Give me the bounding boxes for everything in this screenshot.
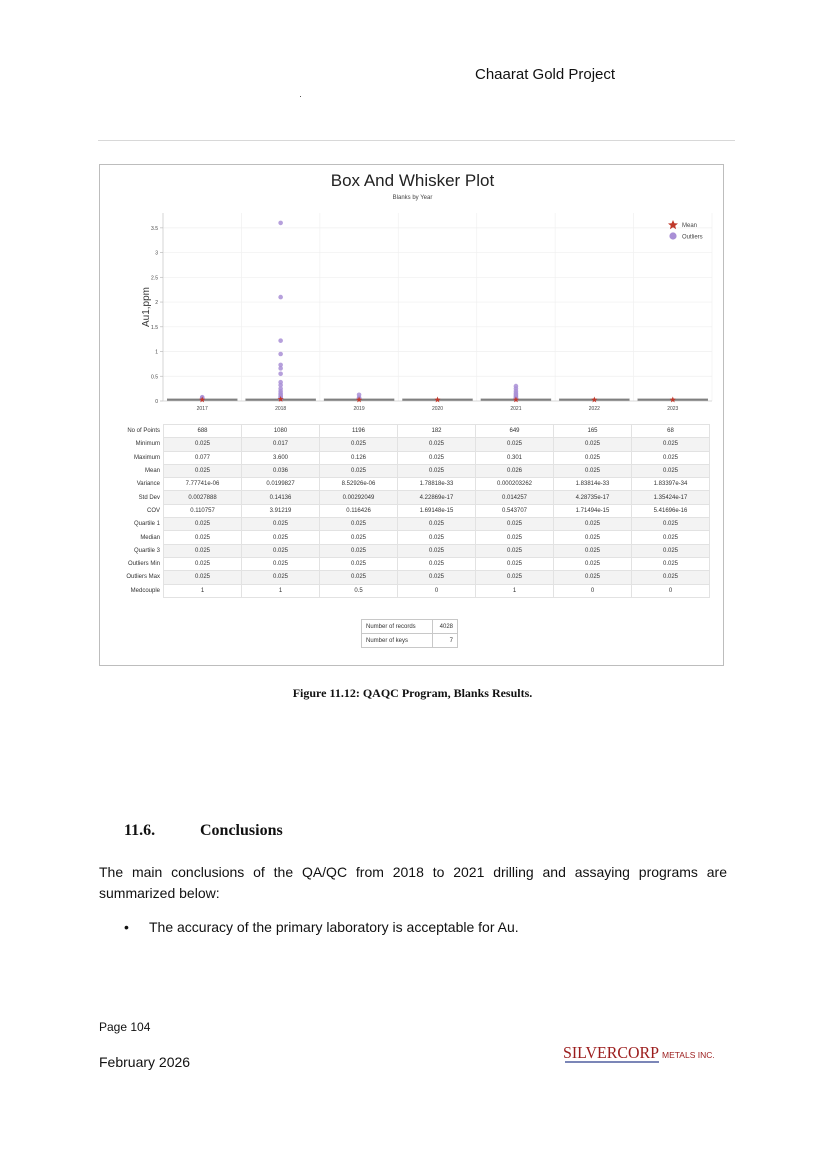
header-rule: [98, 140, 735, 141]
table-cell: 0.025: [320, 531, 398, 544]
table-cell: 7.77741e-06: [164, 478, 242, 491]
table-cell: 0.025: [476, 544, 554, 557]
outlier-point: [278, 371, 283, 376]
table-cell: 1.71494e-15: [554, 504, 632, 517]
row-label: Outliers Max: [126, 574, 160, 581]
row-label: Minimum: [135, 441, 160, 448]
records-value: 4028: [433, 620, 458, 634]
row-label: Variance: [136, 481, 160, 488]
table-cell: 0.025: [320, 518, 398, 531]
table-cell: 0.14136: [242, 491, 320, 504]
table-cell: 1.35424e-17: [632, 491, 710, 504]
table-cell: 0.025: [632, 451, 710, 464]
table-cell: 0.025: [242, 531, 320, 544]
table-cell: 0.025: [554, 438, 632, 451]
table-cell: 688: [164, 425, 242, 438]
table-row: [102, 425, 710, 438]
table-cell: 0: [632, 584, 710, 597]
table-cell: 0.025: [398, 518, 476, 531]
row-label: Quartile 1: [133, 521, 160, 528]
y-tick-label: 1: [155, 349, 158, 356]
table-cell: 1.83397e-34: [632, 478, 710, 491]
row-label: COV: [146, 507, 160, 514]
table-cell: 5.41696e-16: [632, 504, 710, 517]
x-tick-label: 2023: [667, 406, 679, 412]
table-cell: 0.025: [476, 518, 554, 531]
table-cell: 0.025: [242, 544, 320, 557]
table-cell: 649: [476, 425, 554, 438]
stats-table: [102, 424, 710, 598]
table-cell: 1: [242, 584, 320, 597]
chart-legend: [668, 220, 703, 241]
table-cell: 0.025: [164, 531, 242, 544]
keys-value: 7: [433, 634, 458, 648]
y-tick-label: 0: [155, 399, 158, 405]
row-label: Quartile 3: [133, 547, 160, 554]
section-number: 11.6.: [124, 822, 156, 839]
y-tick-label: 3.5: [151, 225, 158, 232]
table-cell: 0.025: [164, 518, 242, 531]
table-cell: 0.025: [476, 438, 554, 451]
table-cell: 0.025: [164, 438, 242, 451]
x-tick-label: 2021: [510, 406, 522, 412]
table-cell: 0.017: [242, 438, 320, 451]
table-cell: 1.78818e-33: [398, 478, 476, 491]
table-cell: 0.025: [632, 531, 710, 544]
table-cell: 0.00292049: [320, 491, 398, 504]
mean-marker: [670, 397, 676, 403]
table-cell: 1.83814e-33: [554, 478, 632, 491]
table-cell: 0.025: [632, 544, 710, 557]
row-label: No of Points: [127, 428, 160, 435]
bullet-text: The accuracy of the primary laboratory is acceptable for Au.: [149, 919, 519, 935]
records-label: Number of records: [362, 620, 433, 634]
table-cell: 0.036: [242, 464, 320, 477]
table-row: [102, 464, 710, 477]
table-cell: 1196: [320, 425, 398, 438]
table-cell: 3.91219: [242, 504, 320, 517]
legend-outliers-icon: [669, 232, 676, 239]
table-row: [102, 491, 710, 504]
legend-outliers-label: Outliers: [682, 234, 703, 241]
table-cell: 1: [476, 584, 554, 597]
table-cell: 0.025: [398, 531, 476, 544]
table-row: [362, 634, 458, 648]
outlier-point: [278, 380, 283, 385]
figure-frame: [99, 164, 724, 666]
table-cell: 0.025: [554, 531, 632, 544]
legend-mean-label: Mean: [682, 223, 698, 229]
table-cell: 0.025: [632, 518, 710, 531]
row-label: Medcouple: [130, 587, 160, 594]
table-cell: 0: [398, 584, 476, 597]
outlier-point: [357, 392, 362, 397]
table-cell: 0.025: [632, 464, 710, 477]
table-cell: 0.025: [554, 451, 632, 464]
table-cell: 0.025: [164, 557, 242, 570]
table-cell: 1: [164, 584, 242, 597]
outlier-point: [278, 363, 283, 368]
table-cell: 0.077: [164, 451, 242, 464]
page-number: Page 104: [99, 1020, 151, 1034]
table-cell: 0.025: [632, 438, 710, 451]
table-row: [102, 571, 710, 584]
header-dot: [300, 96, 301, 97]
table-cell: 0.0027888: [164, 491, 242, 504]
table-cell: 0.025: [398, 557, 476, 570]
outlier-point: [278, 352, 283, 357]
table-cell: 0.025: [554, 571, 632, 584]
table-cell: 0: [554, 584, 632, 597]
header-project-title: Chaarat Gold Project: [475, 66, 616, 83]
box-plot: [100, 165, 725, 420]
table-row: [102, 518, 710, 531]
table-cell: 0.025: [242, 518, 320, 531]
table-cell: 0.543707: [476, 504, 554, 517]
table-row: [102, 544, 710, 557]
section-title: Conclusions: [200, 822, 283, 839]
table-row: [102, 504, 710, 517]
chart-title: Box And Whisker Plot: [330, 171, 495, 190]
table-cell: 0.025: [398, 438, 476, 451]
table-cell: 165: [554, 425, 632, 438]
table-cell: 0.000203262: [476, 478, 554, 491]
table-cell: 0.025: [242, 557, 320, 570]
table-cell: 0.025: [164, 464, 242, 477]
row-label: Maximum: [133, 454, 160, 461]
records-table: [361, 619, 458, 648]
table-cell: 1.69148e-15: [398, 504, 476, 517]
y-axis-label: Au1,ppm: [141, 286, 152, 328]
table-cell: 0.025: [320, 571, 398, 584]
table-cell: 0.025: [320, 544, 398, 557]
x-tick-label: 2019: [353, 406, 365, 412]
x-tick-label: 2020: [431, 406, 444, 412]
table-cell: 0.025: [554, 544, 632, 557]
row-label: Std Dev: [138, 494, 160, 501]
table-cell: 4.22869e-17: [398, 491, 476, 504]
table-row: [102, 584, 710, 597]
chart-subtitle: Blanks by Year: [392, 195, 433, 201]
table-row: [102, 438, 710, 451]
bullet-icon: •: [124, 919, 129, 935]
table-cell: 0.025: [242, 571, 320, 584]
table-cell: 0.301: [476, 451, 554, 464]
table-cell: 0.025: [476, 571, 554, 584]
section-paragraph: The main conclusions of the QA/QC from 2018 to 2021 drilling and assaying programs are summarized below:: [99, 864, 727, 901]
table-cell: 8.52926e-06: [320, 478, 398, 491]
outlier-point: [278, 221, 283, 226]
table-cell: 0.025: [398, 571, 476, 584]
y-tick-label: 2: [155, 300, 158, 307]
table-cell: 0.025: [554, 557, 632, 570]
table-row: [102, 478, 710, 491]
table-cell: 0.116426: [320, 504, 398, 517]
table-cell: 68: [632, 425, 710, 438]
y-tick-label: 2.5: [151, 275, 158, 282]
y-tick-label: 3: [155, 250, 158, 257]
table-cell: 3.600: [242, 451, 320, 464]
table-cell: 0.025: [320, 557, 398, 570]
table-cell: 0.025: [164, 571, 242, 584]
y-tick-label: 0.5: [151, 374, 158, 381]
x-tick-label: 2017: [196, 406, 208, 412]
row-label: Mean: [144, 468, 160, 475]
outlier-point: [278, 338, 283, 343]
table-cell: 0.025: [476, 557, 554, 570]
table-cell: 0.025: [398, 464, 476, 477]
mean-marker: [434, 397, 440, 403]
x-tick-label: 2018: [275, 406, 287, 412]
table-row: [102, 451, 710, 464]
mean-marker: [591, 397, 597, 403]
row-label: Median: [140, 534, 160, 541]
table-cell: 0.025: [320, 438, 398, 451]
silvercorp-logo: [563, 1041, 723, 1065]
x-tick-label: 2022: [588, 406, 600, 412]
footer-date: February 2026: [99, 1054, 191, 1070]
table-row: [102, 531, 710, 544]
table-cell: 0.025: [632, 571, 710, 584]
table-cell: 182: [398, 425, 476, 438]
table-cell: 0.110757: [164, 504, 242, 517]
table-cell: 0.025: [476, 531, 554, 544]
table-cell: 0.025: [398, 451, 476, 464]
table-cell: 0.025: [164, 544, 242, 557]
table-cell: 0.025: [320, 464, 398, 477]
table-cell: 0.025: [398, 544, 476, 557]
row-label: Outliers Min: [127, 561, 160, 568]
y-tick-label: 1.5: [151, 324, 158, 331]
table-cell: 0.026: [476, 464, 554, 477]
table-row: [102, 557, 710, 570]
table-cell: 0.0199827: [242, 478, 320, 491]
logo-sub-text: METALS INC.: [662, 1050, 715, 1060]
table-cell: 0.025: [632, 557, 710, 570]
table-row: [362, 620, 458, 634]
outlier-point: [278, 295, 283, 300]
table-cell: 0.014257: [476, 491, 554, 504]
table-cell: 0.025: [554, 464, 632, 477]
table-cell: 0.5: [320, 584, 398, 597]
figure-caption: Figure 11.12: QAQC Program, Blanks Results.: [292, 686, 533, 700]
keys-label: Number of keys: [362, 634, 433, 648]
table-cell: 1080: [242, 425, 320, 438]
table-cell: 0.126: [320, 451, 398, 464]
table-cell: 4.28735e-17: [554, 491, 632, 504]
logo-main-text: SILVERCORP: [563, 1043, 659, 1062]
table-cell: 0.025: [554, 518, 632, 531]
outlier-point: [514, 384, 519, 389]
